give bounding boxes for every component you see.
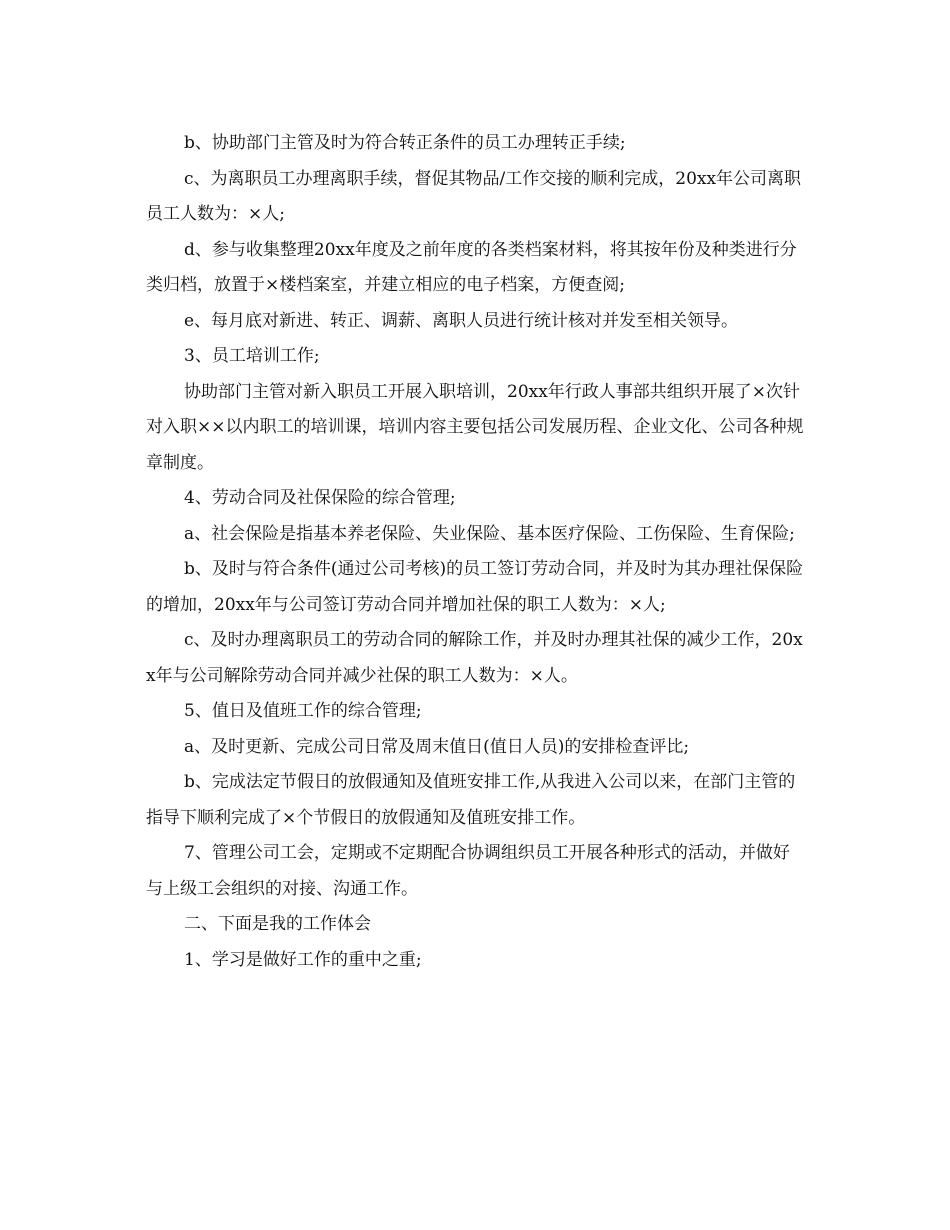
document-body — [146, 126, 806, 978]
paragraph-a-social-insurance: a、社会保险是指基本养老保险、失业保险、基本医疗保险、工伤保险、生育保险; — [184, 523, 795, 544]
paragraph-c-contract-termination: c、及时办理离职员工的劳动合同的解除工作，并及时办理其社保的减少工作，20xx年与公司解除劳动合同并减少社保的职工人数为：×人。 — [146, 630, 803, 686]
paragraph-a-duty-schedule: a、及时更新、完成公司日常及周末值日(值日人员)的安排检查评比; — [184, 736, 690, 757]
heading-section-two: 二、下面是我的工作体会 — [184, 914, 371, 934]
heading-5-duty: 5、值日及值班工作的综合管理; — [184, 701, 422, 721]
paragraph-d-archives: d、参与收集整理20xx年度及之前年度的各类档案材料，将其按年份及种类进行分类归档，放置于×楼档案室，并建立相应的电子档案，方便查阅; — [146, 239, 797, 295]
heading-4-contracts: 4、劳动合同及社保保险的综合管理; — [184, 488, 456, 508]
paragraph-b-holiday-notice: b、完成法定节假日的放假通知及值班安排工作,从我进入公司以来，在部门主管的指导下顺利完成了×个节假日的放假通知及值班安排工作。 — [146, 772, 796, 828]
paragraph-c-resignation: c、为离职员工办理离职手续，督促其物品/工作交接的顺利完成，20xx年公司离职员工人数为：×人; — [146, 168, 802, 224]
heading-3-training: 3、员工培训工作; — [184, 346, 320, 366]
paragraph-b-probation: b、协助部门主管及时为符合转正条件的员工办理转正手续; — [184, 133, 626, 153]
paragraph-1-learning: 1、学习是做好工作的重中之重; — [184, 949, 422, 970]
paragraph-training-detail: 协助部门主管对新入职员工开展入职培训，20xx年行政人事部共组织开展了×次针对入职××以内职工的培训课，培训内容主要包括公司发展历程、企业文化、公司各种规章制度。 — [146, 381, 804, 473]
paragraph-7-union: 7、管理公司工会，定期或不定期配合协调组织员工开展各种形式的活动，并做好与上级工会组织的对接、沟通工作。 — [146, 843, 790, 899]
paragraph-b-contract-signing: b、及时与符合条件(通过公司考核)的员工签订劳动合同，并及时为其办理社保保险的增加，20xx年与公司签订劳动合同并增加社保的职工人数为：×人; — [146, 559, 804, 615]
paragraph-e-monthly-stats: e、每月底对新进、转正、调薪、离职人员进行统计核对并发至相关领导。 — [184, 310, 739, 331]
